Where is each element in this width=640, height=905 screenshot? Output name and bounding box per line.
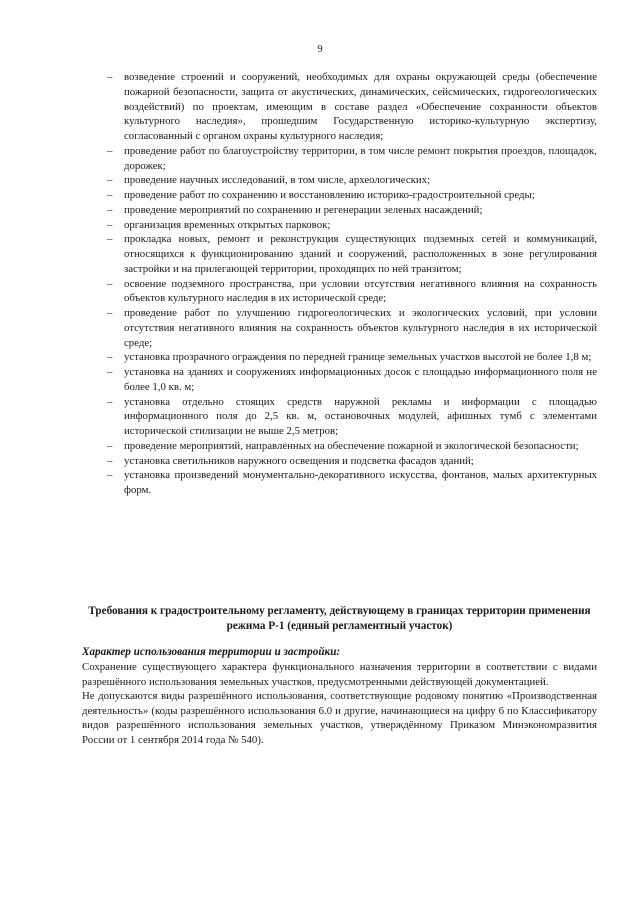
list-item-text: проведение работ по сохранению и восстановлению историко-градостроительной среды; bbox=[124, 189, 535, 201]
list-item-text: проведение мероприятий, направленных на обеспечение пожарной и экологической безопасности; bbox=[124, 439, 579, 452]
dash-bullet-icon: – bbox=[107, 71, 113, 83]
paragraph: Сохранение существующего характера функционального назначения территории в соответствии с видами разрешённого использования земельных участков, предусмотренными действующей документацией. bbox=[82, 661, 597, 688]
section-title: Требования к градостроительному регламенту, действующему в границах территории применения режима Р-1 (единый регламентный участок) bbox=[88, 605, 591, 632]
dash-bullet-icon: – bbox=[107, 469, 113, 482]
list-item-text: установка произведений монументально-декоративного искусства, фонтанов, малых архитектурных форм. bbox=[124, 469, 597, 496]
list-item-text: установка светильников наружного освещения и подсветка фасадов зданий; bbox=[124, 454, 474, 467]
list-item-text: проведение мероприятий по сохранению и регенерации зеленых насаждений; bbox=[124, 203, 483, 216]
dash-bullet-icon: – bbox=[107, 233, 113, 246]
list-item bbox=[107, 365, 597, 395]
list-item bbox=[107, 218, 597, 233]
dash-bullet-icon: – bbox=[107, 277, 113, 290]
list-item-text: проведение научных исследований, в том числе, археологических; bbox=[124, 174, 431, 187]
list-item-text: установка отдельно стоящих средств наружной рекламы и информации с площадью информационного поля до 2,5 кв. м, остановочных модулей, афишных тумб с элементами исторической стилизации не выше 2,5 метров; bbox=[124, 395, 597, 437]
dash-bullet-icon: – bbox=[107, 307, 113, 319]
dash-bullet-icon: – bbox=[107, 454, 113, 467]
list-item bbox=[107, 188, 597, 203]
list-item bbox=[107, 277, 597, 307]
list-item bbox=[107, 468, 597, 498]
list-item-text: проведение работ по улучшению гидрогеологических и экологических условий, при условии отсутствия негативного влияния на сохранность объектов культурного наследия в их исторической среде; bbox=[124, 307, 597, 349]
list-item bbox=[107, 70, 597, 144]
dash-bullet-icon: – bbox=[107, 144, 113, 157]
list-item bbox=[107, 395, 597, 439]
list-item bbox=[107, 144, 597, 174]
list-item-text: возведение строений и сооружений, необходимых для охраны окружающей среды (обеспечение пожарной безопасности, защита от акустических, динамических, сейсмических, гидрогеологических воздействий) по проектам, имеющим в составе раздел «Обеспечение сохранности объектов культурного наследия», прошедшим Государственную историко-культурную экспертизу, согласованный с органом охраны культурного наследия; bbox=[124, 71, 597, 142]
list-item bbox=[107, 350, 597, 365]
dash-bullet-icon: – bbox=[107, 189, 113, 201]
list-item-text: проведение работ по благоустройству территории, в том числе ремонт покрытия проездов, площадок, дорожек; bbox=[124, 144, 597, 172]
list-item bbox=[107, 173, 597, 188]
body-text bbox=[82, 660, 597, 748]
list-item bbox=[107, 439, 597, 454]
dash-bullet-icon: – bbox=[107, 366, 113, 378]
dash-bullet-icon: – bbox=[107, 218, 113, 231]
bullet-list bbox=[107, 70, 597, 498]
section-subheading: Характер использования территории и застройки: bbox=[82, 646, 341, 658]
page-number: 9 bbox=[317, 44, 323, 55]
list-item-text: прокладка новых, ремонт и реконструкция существующих подземных сетей и коммуникаций, относящихся к функционированию зданий и сооружений, расположенных в зоне регулирования застройки и на прилегающей территории, проходящих по ней транзитом; bbox=[124, 233, 597, 275]
list-item bbox=[107, 454, 597, 469]
paragraph: Не допускаются виды разрешённого использования, соответствующие родовому понятию «Производственная деятельность» (коды разрешённого использования 6.0 и другие, начинающиеся на цифру 6 по Классификатору видов разрешённого использования земельных участков, утверждённому Приказом Минэкономразвития России от 1 сентября 2014 года № 540). bbox=[82, 690, 597, 746]
list-item bbox=[107, 306, 597, 350]
dash-bullet-icon: – bbox=[107, 203, 113, 216]
dash-bullet-icon: – bbox=[107, 395, 113, 408]
list-item-text: установка на зданиях и сооружениях информационных досок с площадью информационного поля не более 1,0 кв. м; bbox=[124, 366, 597, 393]
dash-bullet-icon: – bbox=[107, 439, 113, 452]
list-item-text: освоение подземного пространства, при условии отсутствия негативного влияния на сохранность объектов культурного наследия в их исторической среде; bbox=[124, 277, 597, 305]
list-item bbox=[107, 203, 597, 218]
list-item-text: организация временных открытых парковок; bbox=[124, 218, 331, 231]
list-item-text: установка прозрачного ограждения по передней границе земельных участков высотой не более 1,8 м; bbox=[124, 351, 592, 364]
dash-bullet-icon: – bbox=[107, 351, 113, 364]
list-item bbox=[107, 232, 597, 276]
dash-bullet-icon: – bbox=[107, 174, 113, 187]
